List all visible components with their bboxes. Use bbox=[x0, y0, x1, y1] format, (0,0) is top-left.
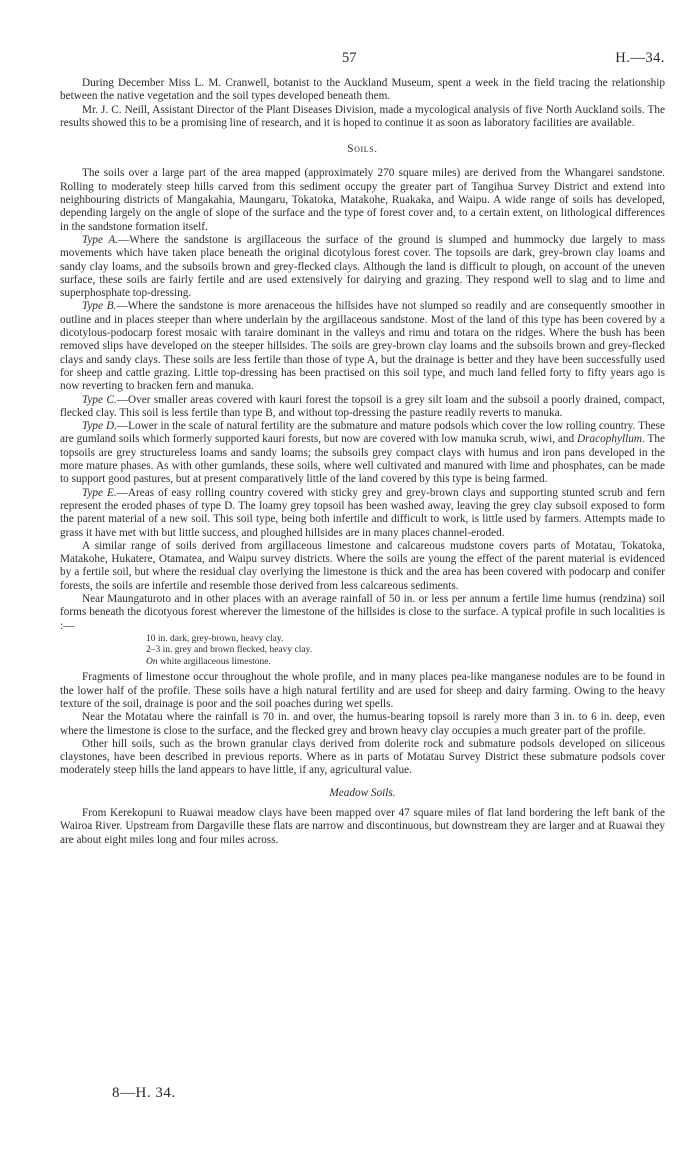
paragraph-type-c bbox=[60, 394, 665, 421]
paragraph-fragments: Fragments of limestone occur throughout the whole profile, and in many places pea-like manganese nodules are to be found in the lower half of the profile. These soils have a high natural fertility and are used for sheep and dairy farming. Owing to the heavy texture of the soil, drainage is poor and the soil poaches during wet spells. bbox=[60, 671, 665, 710]
paragraph-type-e bbox=[60, 487, 665, 540]
profile-on-word: On bbox=[146, 656, 158, 667]
paragraph-soils-intro: The soils over a large part of the area mapped (approximately 270 square miles) are derived from the Whangarei sandstone. Rolling to moderately steep hills carved from this sediment occupy the greater part of Tangihua Survey District and extend into neighbouring districts of Mangakahia, Maungaru, Tokatoka, Matakohe, Ruakaka, and Waipu. A wide range of soils has developed, depending largely on the angle of slope of the surface and the type of forest cover and, to a certain extent, on lithological differences in the sandstone formation itself. bbox=[60, 167, 665, 233]
type-a-text: —Where the sandstone is argillaceous the surface of the ground is slumped and hummocky due largely to mass movements which have taken place beneath the original dicotylous forest cover. The topsoils are dark, grey-brown clay loams and sandy clay loams, and the subsoils brown and grey-flecked clays. Although the land is difficult to plough, on account of the uneven surface, these soils are fairly fertile and are used extensively for dairying and grazing. They respond well to slag and to lime and superphosphate top-dressing. bbox=[60, 233, 665, 300]
type-b-label: Type B. bbox=[82, 300, 117, 313]
type-d-text-2: . The topsoils are grey structureless loams and sandy loams; the subsoils grey compact clays with humus and iron pans developed in the more mature phases. As with other gumlands, these soils, where well cultivated and manured with lime and phosphates, can be made to support good pastures, but at present comparatively little of the land covered by this type is being farmed. bbox=[60, 433, 665, 486]
document-reference: H.—34. bbox=[615, 50, 665, 66]
soil-profile-list bbox=[146, 634, 665, 669]
paragraph-type-b bbox=[60, 300, 665, 393]
dracophyllum-term: Dracophyllum bbox=[577, 433, 643, 446]
type-d-label: Type D. bbox=[82, 420, 117, 433]
paragraph-type-a bbox=[60, 234, 665, 300]
type-e-label: Type E. bbox=[82, 486, 117, 499]
type-c-text: —Over smaller areas covered with kauri forest the topsoil is a grey silt loam and the subsoil a poorly drained, compact, flecked clay. This soil is less fertile than type B, and without top-dressing the pasture readily reverts to manuka. bbox=[60, 393, 665, 419]
type-e-text: —Areas of easy rolling country covered with sticky grey and grey-brown clays and supporting stunted scrub and fern represent the eroded phases of type D. The loamy grey topsoil has been washed away, leaving the grey clay subsoil exposed to form the parent material of a new soil. This soil type, being both infertile and difficult to work, is little used by farmers. Attempts made to grass it have met with but little success, and ploughed hillsides are in many places channel-eroded. bbox=[60, 486, 665, 539]
document-body bbox=[60, 77, 665, 847]
profile-line-1: 10 in. dark, grey-brown, heavy clay. bbox=[146, 633, 284, 644]
paragraph-maungaturoto: Near Maungaturoto and in other places with an average rainfall of 50 in. or less per annum a fertile lime humus (rendzina) soil forms beneath the dicotyous forest wherever the limestone of the hillsides is close to the surface. A typical profile in such localities is :— bbox=[60, 592, 665, 632]
paragraph-meadow-clays: From Kerekopuni to Ruawai meadow clays have been mapped over 47 square miles of flat land bordering the left bank of the Wairoa River. Upstream from Dargaville these flats are narrow and discontinuous, but downstream they are larger and at Ruawai they are about eight miles long and four miles across. bbox=[60, 807, 665, 846]
type-d-text-1: —Lower in the scale of natural fertility are the submature and mature podsols which cover the low rolling country. These are gumland soils which formerly supported kauri forests, but now are covered with low manuka scrub, wiwi, and bbox=[60, 420, 665, 446]
paragraph-limestone-soils: A similar range of soils derived from argillaceous limestone and calcareous mudstone covers parts of Motatau, Tokatoka, Matakohe, Hukatere, Otamatea, and Waipu survey districts. Where the soils are young the effect of the parent material is evidenced by a fertile soil, but where the residual clay overlying the limestone is thick and the area has been covered with podocarp and conifer forests, the soils are infertile and resemble those derived from less calcareous sediments. bbox=[60, 539, 665, 592]
section-heading-soils: Soils. bbox=[347, 143, 378, 156]
paragraph-cranwell: During December Miss L. M. Cranwell, botanist to the Auckland Museum, spent a week in the field tracing the relationship between the native vegetation and the soil types developed beneath them. bbox=[60, 77, 665, 103]
page-signature: 8—H. 34. bbox=[112, 1085, 176, 1101]
profile-line-3 bbox=[146, 657, 665, 669]
paragraph-type-d bbox=[60, 420, 665, 486]
paragraph-motatau: Near the Motatau where the rainfall is 70 in. and over, the humus-bearing topsoil is rarely more than 3 in. to 6 in. deep, even where the limestone is close to the surface, and the flecked grey and brown heavy clay occupies a much greater part of the profile. bbox=[60, 711, 665, 737]
type-a-label: Type A. bbox=[82, 233, 119, 246]
page-number: 57 bbox=[342, 50, 357, 66]
paragraph-other-hill-soils: Other hill soils, such as the brown granular clays derived from dolerite rock and submature podsols developed on siliceous claystones, have been described in previous reports. Where as in parts of Motatau Survey District these submature podsols cover moderately steep hills the land appears to have little, if any, agricultural value. bbox=[60, 737, 665, 777]
profile-line-3-text: white argillaceous limestone. bbox=[157, 656, 271, 667]
type-c-label: Type C. bbox=[82, 393, 117, 406]
section-heading-meadow-soils: Meadow Soils. bbox=[329, 786, 396, 799]
paragraph-neill: Mr. J. C. Neill, Assistant Director of the Plant Diseases Division, made a mycological analysis of five North Auckland soils. The results showed this to be a promising line of research, and it is hoped to continue it as soon as laboratory facilities are available. bbox=[60, 103, 665, 129]
profile-line-2: 2–3 in. grey and brown flecked, heavy clay. bbox=[146, 645, 313, 656]
type-b-text: —Where the sandstone is more arenaceous the hillsides have not slumped so readily and are consequently smoother in outline and in places steeper than where underlain by the argillaceous sandstone. Most of the land of this type has been covered by a dicotylous-podocarp forest mosaic with taraire dominant in the valleys and rimu and totara on the ridges. Where the bush has been removed slips have developed on the steeper hillsides. The soils are grey-brown clay loams and the subsoils brown and grey-flecked clays and sandy clays. These soils are less fertile than those of type A, but the drainage is better and they have been successfully used for sheep and cattle grazing. Little top-dressing has been practised on this soil type, and much land felled forty to fifty years ago is now reverting to bracken fern and manuka. bbox=[60, 300, 665, 393]
page-header bbox=[60, 50, 665, 66]
